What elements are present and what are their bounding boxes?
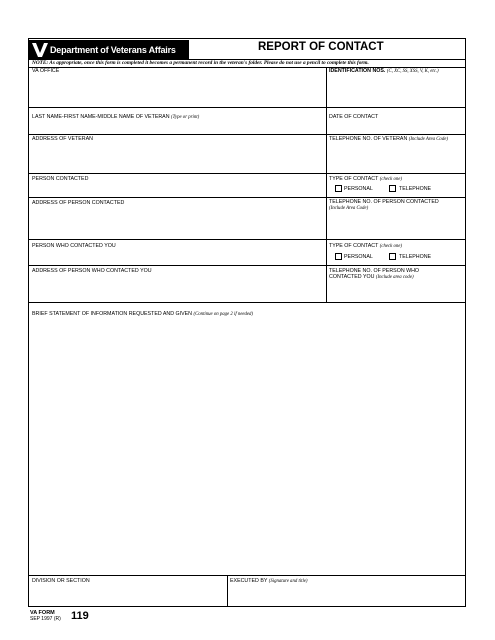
person-contacted-label: PERSON CONTACTED — [32, 176, 89, 182]
telephone-person-contacted-label: TELEPHONE NO. OF PERSON CONTACTED — [329, 199, 439, 205]
person-who-contacted-field[interactable] — [30, 249, 325, 263]
brief-statement-field[interactable] — [30, 318, 464, 573]
address-of-veteran-label: ADDRESS OF VETERAN — [32, 136, 93, 142]
row-divider-8 — [29, 575, 465, 576]
brief-statement-label: BRIEF STATEMENT OF INFORMATION REQUESTED AND GIVEN (Continue on page 2 if needed) — [32, 311, 254, 317]
row-divider-5 — [29, 239, 465, 240]
row-divider-7 — [29, 302, 465, 303]
form-title: REPORT OF CONTACT — [258, 41, 384, 53]
telephone-who-contacted-field[interactable] — [328, 281, 464, 301]
report-of-contact-form — [28, 38, 466, 607]
telephone-checkbox-1[interactable] — [389, 185, 396, 192]
va-office-field[interactable] — [30, 74, 325, 106]
person-contacted-field[interactable] — [30, 182, 325, 196]
personal-label-1: PERSONAL — [344, 186, 373, 192]
bottom-column-divider — [227, 575, 228, 606]
executed-by-label: EXECUTED BY (Signature and title) — [230, 578, 308, 584]
identification-nos-label: IDENTIFICATION NOS. (C, XC, SS, XSS, V, K, etc.) — [329, 68, 439, 74]
telephone-checkbox-2[interactable] — [389, 253, 396, 260]
personal-checkbox-2[interactable] — [335, 253, 342, 260]
form-date: SEP 1997 (R) — [30, 616, 61, 622]
date-of-contact-field[interactable] — [328, 121, 464, 133]
telephone-label-1: TELEPHONE — [399, 186, 432, 192]
veteran-name-field[interactable] — [30, 121, 325, 133]
form-note: NOTE: As appropriate, once this form is completed it becomes a permanent record in the veteran's folder. Please do not use a pencil to complete this form. — [32, 60, 369, 66]
row-divider-1 — [29, 107, 465, 108]
veteran-name-label: LAST NAME-FIRST NAME-MIDDLE NAME OF VETERAN (Type or print) — [32, 114, 200, 120]
date-of-contact-label: DATE OF CONTACT — [329, 114, 379, 120]
address-person-who-contacted-field[interactable] — [30, 275, 325, 301]
form-number: 119 — [71, 610, 89, 622]
telephone-who-contacted-label-1: TELEPHONE NO. OF PERSON WHO — [329, 268, 420, 274]
identification-nos-field[interactable] — [328, 74, 464, 106]
row-divider-3 — [29, 173, 465, 174]
address-person-contacted-field[interactable] — [30, 207, 325, 237]
telephone-who-contacted-label-2: CONTACTED YOU (Include area code) — [329, 274, 414, 280]
telephone-veteran-label: TELEPHONE NO. OF VETERAN (Include Area Code) — [329, 136, 448, 142]
va-office-label: VA OFFICE — [32, 68, 60, 74]
row-divider-2 — [29, 134, 465, 135]
personal-label-2: PERSONAL — [344, 254, 373, 260]
column-divider — [326, 67, 327, 302]
type-of-contact-2-label: TYPE OF CONTACT (check one) — [329, 243, 402, 249]
row-divider-4 — [29, 197, 465, 198]
telephone-person-contacted-hint: (Include Area Code) — [329, 206, 369, 211]
telephone-person-contacted-field[interactable] — [328, 212, 464, 237]
address-person-contacted-label: ADDRESS OF PERSON CONTACTED — [32, 200, 125, 206]
division-or-section-label: DIVISION OR SECTION — [32, 578, 90, 584]
division-or-section-field[interactable] — [30, 585, 226, 605]
telephone-label-2: TELEPHONE — [399, 254, 432, 260]
personal-checkbox-1[interactable] — [335, 185, 342, 192]
address-person-who-contacted-label: ADDRESS OF PERSON WHO CONTACTED YOU — [32, 268, 152, 274]
person-who-contacted-label: PERSON WHO CONTACTED YOU — [32, 243, 116, 249]
type-of-contact-1-label: TYPE OF CONTACT (check one) — [329, 176, 402, 182]
agency-name: Department of Veterans Affairs — [50, 45, 176, 55]
executed-by-field[interactable] — [229, 585, 464, 605]
va-form-label: VA FORM — [30, 610, 55, 616]
telephone-veteran-field[interactable] — [328, 143, 464, 171]
row-divider-6 — [29, 265, 465, 266]
address-of-veteran-field[interactable] — [30, 143, 325, 171]
